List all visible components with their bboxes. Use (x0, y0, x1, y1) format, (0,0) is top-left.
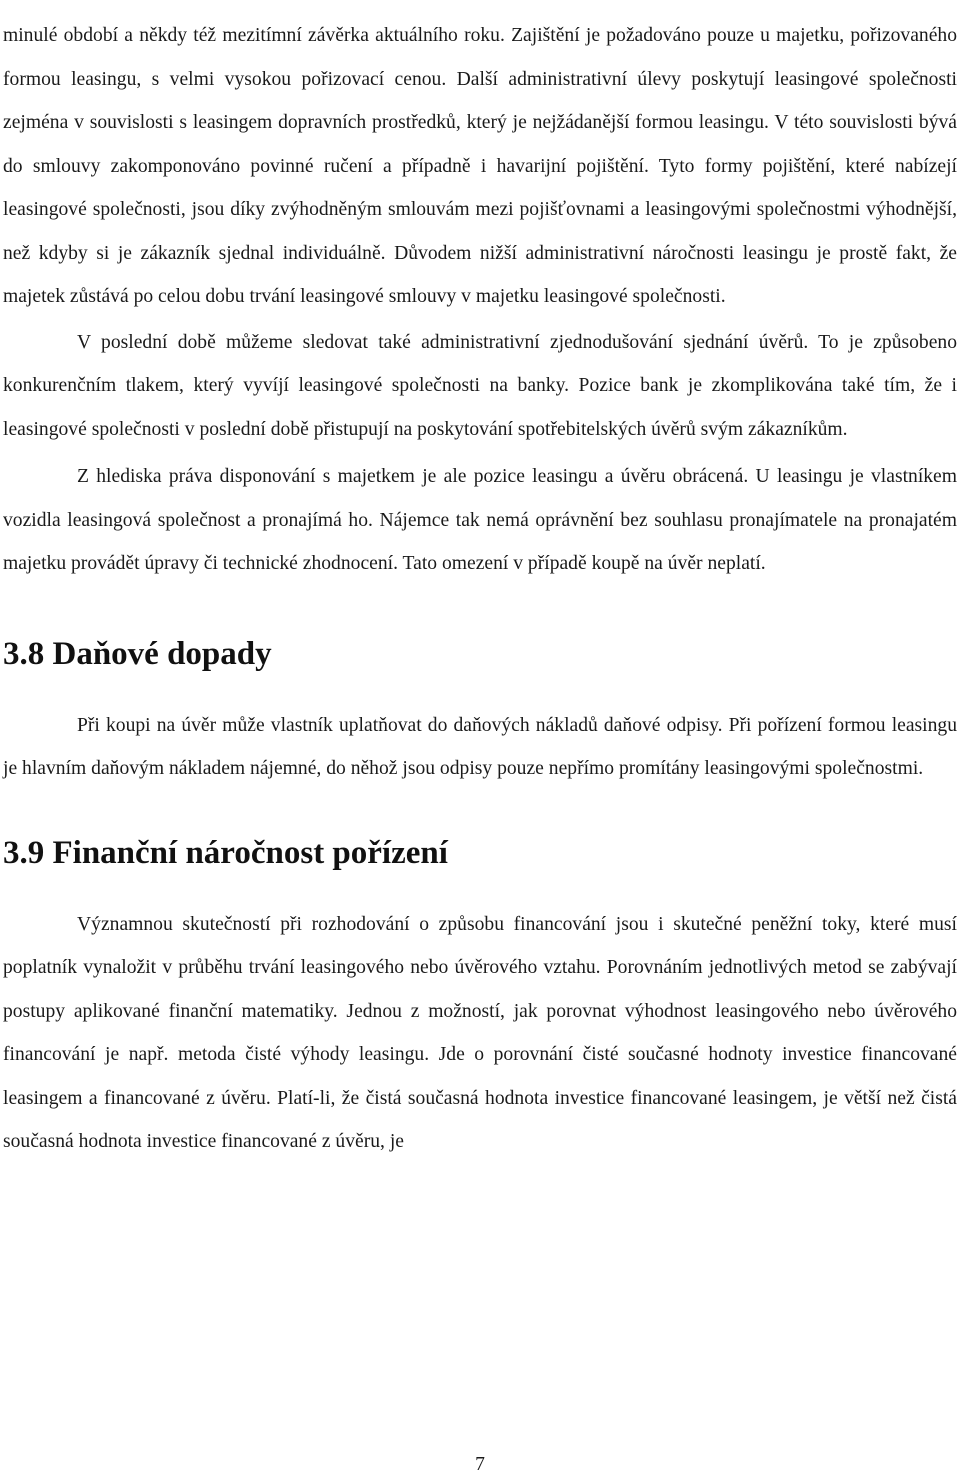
paragraph-tax-impacts: Při koupi na úvěr může vlastník uplatňovat do daňových nákladů daňové odpisy. Při pořízení formou leasingu je hlavním daňovým nákladem nájemné, do něhož jsou odpisy pouze nepřímo promítány leasingovými společnostmi. (3, 714, 957, 779)
paragraph-financial-demands: Významnou skutečností při rozhodování o způsobu financování jsou i skutečné peněžní toky, které musí poplatník vynaložit v průběhu trvání leasingového nebo úvěrového vztahu. Porovnáním jednotlivých metod se zabývají postupy aplikované finanční matematiky. Jednou z možností, jak porovnat výhodnost leasingového nebo úvěrového financování je např. metoda čisté výhody leasingu. Jde o porovnání čisté současné hodnoty investice financované leasingem a financované z úvěru. Platí-li, že čistá současná hodnota investice financované leasingem, je větší než čistá současná hodnota investice financované z úvěru, je (3, 913, 957, 1152)
paragraph-loan-simplification: V poslední době můžeme sledovat také administrativní zjednodušování sjednání úvěrů. To je způsobeno konkurenčním tlakem, který vyvíjí leasingové společnosti na banky. Pozice bank je zkomplikována také tím, že i leasingové společnosti v poslední době přistupují na poskytování spotřebitelských úvěrů svým zákazníkům. (3, 331, 957, 440)
paragraph-leasing-administration: minulé období a někdy též mezitímní závěrka aktuálního roku. Zajištění je požadováno pouze u majetku, pořizovaného formou leasingu, s velmi vysokou pořizovací cenou. Další administrativní úlevy poskytují leasingové společnosti zejména v souvislosti s leasingem dopravních prostředků, který je nejžádanější formou leasingu. V této souvislosti bývá do smlouvy zakomponováno povinné ručení a případně i havarijní pojištění. Tyto formy pojištění, které nabízejí leasingové společnosti, jsou díky zvýhodněným smlouvám mezi pojišťovnami a leasingovými společnostmi výhodnější, než kdyby si je zákazník sjednal individuálně. Důvodem nižší administrativní náročnosti leasingu je prostě fakt, že majetek zůstává po celou dobu trvání leasingové smlouvy v majetku leasingové společnosti. (3, 25, 957, 307)
paragraph-property-rights: Z hlediska práva disponování s majetkem je ale pozice leasingu a úvěru obrácená. U leasingu je vlastníkem vozidla leasingová společnost a pronajímá ho. Nájemce tak nemá oprávnění bez souhlasu pronajímatele na pronajatém majetku provádět úpravy či technické zhodnocení. Tato omezení v případě koupě na úvěr neplatí. (3, 466, 957, 574)
section-heading-financial-demands: 3.9 Finanční náročnost pořízení (3, 834, 448, 871)
page-number: 7 (475, 1454, 485, 1475)
section-heading-tax-impacts: 3.8 Daňové dopady (3, 635, 272, 672)
